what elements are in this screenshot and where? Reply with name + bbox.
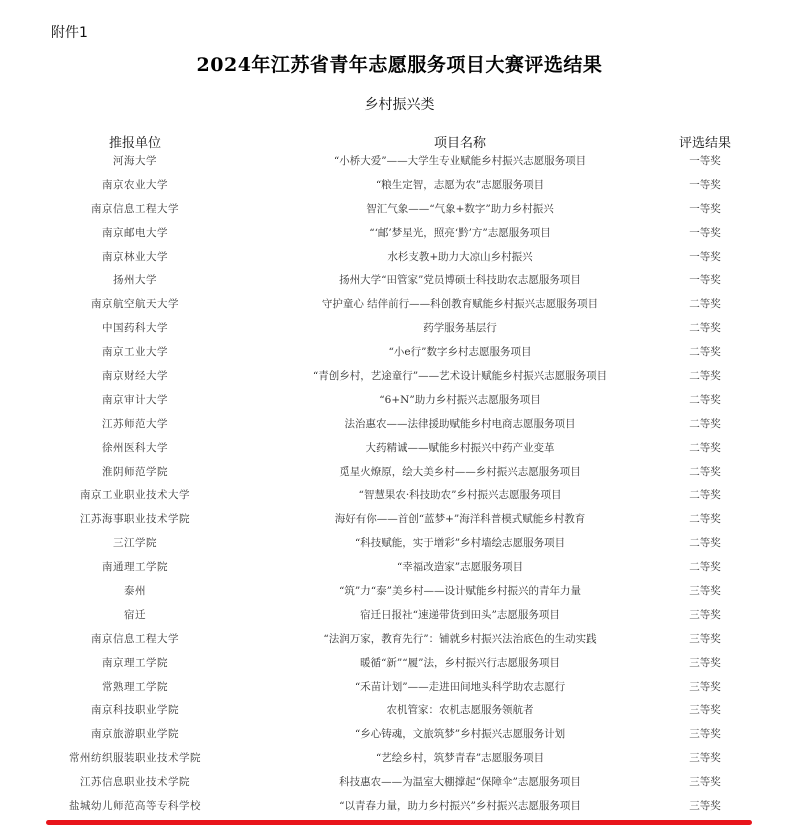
- cell-project: “粮生定智，志愿为农”志愿服务项目: [375, 178, 545, 191]
- cell-result: 二等奖: [689, 465, 721, 478]
- cell-result: 二等奖: [689, 513, 721, 526]
- cell-project: 扬州大学“田管家”党员博硕士科技助农志愿服务项目: [339, 274, 581, 287]
- cell-result: 三等奖: [689, 800, 721, 813]
- cell-unit: 南京邮电大学: [102, 226, 168, 239]
- cell-result: 一等奖: [689, 202, 721, 215]
- cell-unit: 泰州: [124, 585, 146, 598]
- table-row: [0, 413, 799, 437]
- cell-unit: 南京理工学院: [102, 656, 168, 669]
- cell-project: 大药精诚——赋能乡村振兴中药产业变革: [365, 441, 555, 454]
- cell-project: “乡心铸魂，文旅筑梦”乡村振兴志愿服务计划: [354, 728, 566, 741]
- cell-project: 海好有你——首创“蓝梦+”海洋科普模式赋能乡村教育: [334, 513, 586, 526]
- cell-unit: 江苏师范大学: [102, 417, 168, 430]
- cell-result: 二等奖: [689, 322, 721, 335]
- table-row: [0, 341, 799, 365]
- header-project: 项目名称: [433, 136, 486, 151]
- table-row: [0, 198, 799, 222]
- cell-project: “智慧果农·科技助农”乡村振兴志愿服务项目: [358, 489, 562, 502]
- cell-result: 二等奖: [689, 441, 721, 454]
- cell-unit: 南京林业大学: [102, 250, 168, 263]
- cell-project: “以青春力量，助力乡村振兴”乡村振兴志愿服务项目: [339, 800, 581, 813]
- cell-project: “6+N”助力乡村振兴志愿服务项目: [379, 393, 541, 406]
- cell-project: 水杉支教+助力大凉山乡村振兴: [387, 250, 533, 263]
- cell-unit: 南京信息工程大学: [91, 632, 179, 645]
- table-row: [0, 604, 799, 628]
- cell-result: 二等奖: [689, 370, 721, 383]
- table-row: [0, 484, 799, 508]
- table-row: [0, 795, 799, 819]
- table-header: [0, 132, 799, 150]
- table-row: [0, 580, 799, 604]
- table-row: [0, 437, 799, 461]
- cell-project: “‘邮’梦星光，照亮‘黔’方”志愿服务项目: [369, 226, 551, 239]
- results-table: [0, 150, 799, 819]
- cell-project: “小桥大爱”——大学生专业赋能乡村振兴志愿服务项目: [333, 155, 587, 167]
- cell-result: 一等奖: [689, 155, 721, 167]
- cell-unit: 南京信息工程大学: [91, 202, 179, 215]
- header-result: 评选结果: [678, 136, 731, 151]
- cell-result: 三等奖: [689, 585, 721, 598]
- cell-project: 暖循“新”“履”法，乡村振兴行志愿服务项目: [360, 656, 560, 669]
- header-unit: 推报单位: [108, 136, 161, 151]
- table-row: [0, 508, 799, 532]
- cell-unit: 宿迁: [124, 608, 146, 621]
- cell-project: 宿迁日报社“速递带货到田头”志愿服务项目: [360, 608, 560, 621]
- category-title: 乡村振兴类: [364, 97, 435, 113]
- cell-result: 一等奖: [689, 274, 721, 287]
- cell-result: 二等奖: [689, 561, 721, 574]
- cell-unit: 南京审计大学: [102, 393, 168, 406]
- cell-result: 一等奖: [689, 250, 721, 263]
- cell-result: 二等奖: [689, 346, 721, 359]
- cell-project: “禾苗计划”——走进田间地头科学助农志愿行: [354, 680, 566, 693]
- table-row: [0, 652, 799, 676]
- cell-project: 觅星火燎原，绘大美乡村——乡村振兴志愿服务项目: [339, 465, 581, 478]
- cell-project: “法润万家，教育先行”：铺就乡村振兴法治底色的生动实践: [323, 632, 597, 645]
- cell-result: 三等奖: [689, 728, 721, 741]
- cell-unit: 南京工业职业技术大学: [80, 489, 190, 502]
- cell-unit: 淮阴师范学院: [102, 465, 168, 478]
- cell-project: “幸福改造家”志愿服务项目: [396, 561, 524, 574]
- cell-unit: 南京航空航天大学: [91, 298, 179, 311]
- cell-unit: 南京农业大学: [102, 178, 168, 191]
- page-title: 2024年江苏省青年志愿服务项目大赛评选结果: [196, 54, 603, 76]
- cell-unit: 盐城幼儿师范高等专科学校: [69, 800, 201, 813]
- table-row: [0, 365, 799, 389]
- cell-unit: 南京旅游职业学院: [91, 728, 179, 741]
- cell-project: 守护童心 结伴前行——科创教育赋能乡村振兴志愿服务项目: [321, 298, 599, 311]
- cell-unit: 常州纺织服装职业技术学院: [69, 752, 201, 765]
- table-row: [0, 317, 799, 341]
- cell-unit: 三江学院: [113, 537, 157, 550]
- cell-result: 三等奖: [689, 608, 721, 621]
- cell-result: 三等奖: [689, 776, 721, 789]
- cell-result: 二等奖: [689, 393, 721, 406]
- table-row: [0, 174, 799, 198]
- cell-project: 药学服务基层行: [423, 322, 497, 335]
- table-row: [0, 771, 799, 795]
- cell-unit: 河海大学: [113, 155, 157, 167]
- cell-unit: 江苏海事职业技术学院: [80, 513, 190, 526]
- table-row: [0, 699, 799, 723]
- table-row: [0, 293, 799, 317]
- cell-project: 农机管家：农机志愿服务领航者: [386, 704, 534, 717]
- cell-unit: 南京工业大学: [102, 346, 168, 359]
- cell-result: 一等奖: [689, 178, 721, 191]
- cell-project: “艺绘乡村，筑梦青春”志愿服务项目: [375, 752, 545, 765]
- cell-result: 三等奖: [689, 752, 721, 765]
- cell-project: 智汇气象——“气象+数字”助力乡村振兴: [366, 202, 554, 215]
- cell-project: “科技赋能，实于增彩”乡村墙绘志愿服务项目: [354, 537, 566, 550]
- cell-result: 二等奖: [689, 417, 721, 430]
- cell-result: 三等奖: [689, 632, 721, 645]
- cell-result: 二等奖: [689, 298, 721, 311]
- cell-unit: 扬州大学: [113, 274, 157, 287]
- table-row: [0, 676, 799, 700]
- table-row: [0, 628, 799, 652]
- cell-unit: 南京财经大学: [102, 370, 168, 383]
- cell-unit: 常熟理工学院: [102, 680, 168, 693]
- cell-project: “小e行”数字乡村志愿服务项目: [388, 346, 532, 359]
- cell-unit: 中国药科大学: [102, 322, 168, 335]
- red-divider-line: [46, 820, 752, 825]
- cell-unit: 南京科技职业学院: [91, 704, 179, 717]
- cell-result: 二等奖: [689, 489, 721, 502]
- table-row: [0, 461, 799, 485]
- table-row: [0, 532, 799, 556]
- cell-project: 法治惠农——法律援助赋能乡村电商志愿服务项目: [344, 417, 576, 430]
- cell-result: 三等奖: [689, 680, 721, 693]
- cell-result: 二等奖: [689, 537, 721, 550]
- cell-result: 三等奖: [689, 656, 721, 669]
- cell-project: 科技惠农——为温室大棚撑起“保障伞”志愿服务项目: [339, 776, 581, 789]
- cell-result: 一等奖: [689, 226, 721, 239]
- cell-unit: 江苏信息职业技术学院: [80, 776, 190, 789]
- table-row: [0, 246, 799, 270]
- table-row: [0, 222, 799, 246]
- attachment-label: 附件1: [51, 25, 88, 41]
- cell-unit: 南通理工学院: [102, 561, 168, 574]
- cell-unit: 徐州医科大学: [102, 441, 168, 454]
- cell-project: “筑”力“泰”美乡村——设计赋能乡村振兴的青年力量: [339, 585, 581, 598]
- table-row: [0, 556, 799, 580]
- cell-project: “青创乡村，艺途童行”——艺术设计赋能乡村振兴志愿服务项目: [312, 370, 608, 383]
- table-row: [0, 723, 799, 747]
- table-row: [0, 389, 799, 413]
- cell-result: 三等奖: [689, 704, 721, 717]
- table-row: [0, 150, 799, 174]
- table-row: [0, 747, 799, 771]
- table-row: [0, 269, 799, 293]
